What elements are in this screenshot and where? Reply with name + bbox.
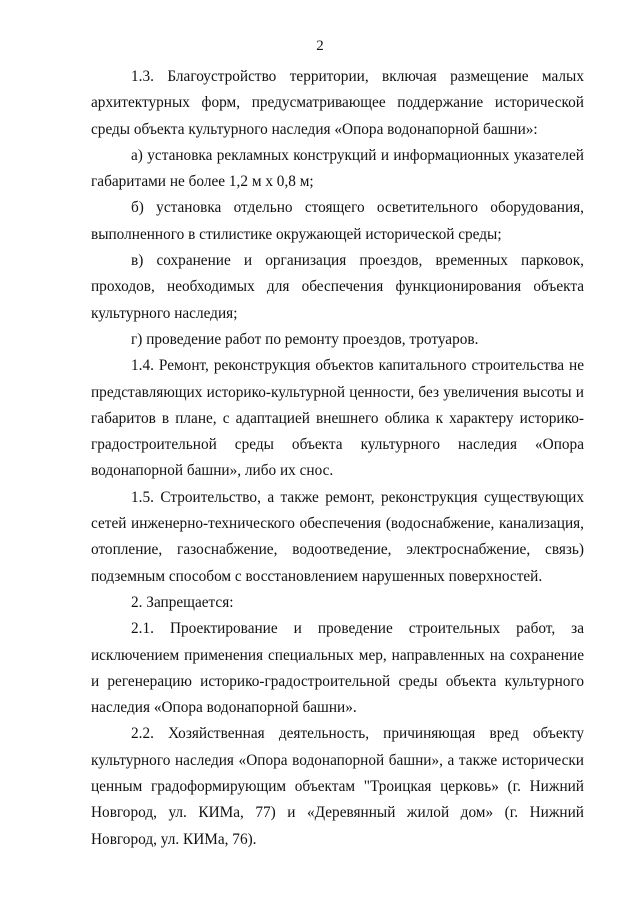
paragraph-1-3-g: г) проведение работ по ремонту проездов, тротуаров. bbox=[131, 330, 479, 348]
paragraph-2-1: 2.1. Проектирование и проведение строительных работ, за исключением применения специальных мер, направленных на сохранение и регенерацию историко-градостроительной среды объекта культурного наследия «Опора водонапорной башни». bbox=[91, 620, 584, 717]
paragraph-1-4: 1.4. Ремонт, реконструкция объектов капитального строительства не представляющих историко-культурной ценности, без увеличения высоты и габаритов в плане, с адаптацией внешнего облика к характеру историко-градостроительной среды объекта культурного наследия «Опора водонапорной башни», либо их снос. bbox=[91, 357, 584, 480]
paragraph-1-3-v: в) сохранение и организация проездов, временных парковок, проходов, необходимых для обеспечения функционирования объекта культурного наследия; bbox=[91, 252, 584, 322]
paragraph-1-3-b: б) установка отдельно стоящего осветительного оборудования, выполненного в стилистике окружающей исторической среды; bbox=[91, 199, 584, 243]
paragraph-1-3-a: а) установка рекламных конструкций и информационных указателей габаритами не более 1,2 м х 0,8 м; bbox=[91, 146, 584, 191]
paragraph-2-2: 2.2. Хозяйственная деятельность, причиняющая вред объекту культурного наследия «Опора водонапорной башни», а также исторически ценным градоформирующим объектам "Троицкая церковь» (г. Нижний Новгород, ул. КИМа, 77) и «Деревянный жилой дом» (г. Нижний Новгород, ул. КИМа, 76). bbox=[91, 725, 584, 848]
document-body bbox=[91, 64, 584, 853]
page-number: 2 bbox=[316, 38, 324, 54]
paragraph-1-3: 1.3. Благоустройство территории, включая размещение малых архитектурных форм, предусматривающее поддержание исторической среды объекта культурного наследия «Опора водонапорной башни»: bbox=[91, 68, 584, 138]
paragraph-1-5: 1.5. Строительство, а также ремонт, реконструкция существующих сетей инженерно-технического обеспечения (водоснабжение, канализация, отопление, газоснабжение, водоотведение, электроснабжение, связь) подземным способом с восстановлением нарушенных поверхностей. bbox=[91, 488, 584, 585]
paragraph-2-heading: 2. Запрещается: bbox=[131, 593, 234, 611]
